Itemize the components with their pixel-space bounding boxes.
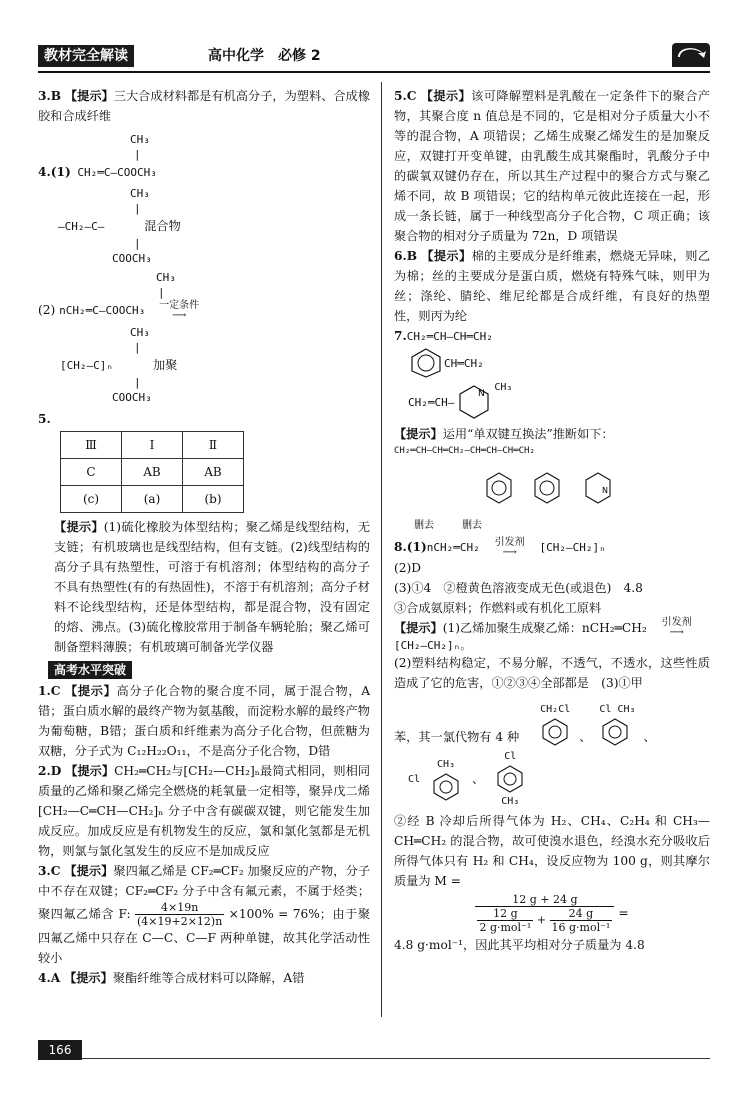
benzene-ring-icon [430, 772, 462, 802]
delete-mark: 删去 [414, 520, 434, 531]
answer-table: Ⅲ Ⅰ Ⅱ C AB AB (c) (a) (b) [60, 431, 244, 513]
left-column [38, 86, 370, 988]
reaction-arrow: 引发剂 ⟶ [661, 617, 692, 638]
mixture-label: 混合物 [144, 219, 181, 233]
answer-r8: 8.(1)nCH₂═CH₂ 引发剂 ⟶ [CH₂—CH₂]ₙ (2)D (3)①4 ②橙黄色溶液变成无色(或退色) 4.8 ③合成氨原料；作燃料或有机化工原料 【提示】(1)乙烯加聚生成聚乙烯：nCH₂═CH₂ 引发剂 ⟶ [CH₂—CH₂]ₙ。 (2)塑料结构稳定，不易分解，不透气，不透水，这些性质造成了它的危害，①②③④全部都是 (3)①甲 苯，其一氯代物有 4 种 CH₂Cl 、 Cl CH₃ 、 Cl CH₃ 、 Cl CH₃ ②经 B 冷却后所得气体为 H₂、CH₄、C₂H₄ 和 CH₃—CH═CH₂ 的混合物，故可使溴水退色，经溴水充分吸收后所得气体只有 H₂ 和 CH₄，设反应物为 100 g，则其摩尔质量为 M = 12 g + 24 g $\frac{12 g}{\text{2 g·mol⁻¹}}$ + $\frac{24 g}{\text{16 g·mol⁻¹}}$ = 4.8 g·mol⁻¹，因此其平均相对分子质量为 4.8 [394, 536, 710, 952]
answer-4-2: CH₃ | (2) nCH₂═C—COOCH₃ 一定条件 ⟶ CH₃ | [CH₂—C]ₙ 加聚 | COOCH₃ [38, 270, 370, 405]
answer-3: 3.B 【提示】三大合成材料都是有机高分子，为塑料、合成橡胶和合成纤维 [38, 89, 371, 123]
fluorine-fraction: $\frac{4\times 19n}{(4\times 19+2\times 12)n}$ [136, 900, 223, 928]
addition-polymer-label: 加聚 [152, 357, 178, 372]
answer-s1: 1.C 【提示】高分子化合物的聚合度不同，属于混合物，A错；蛋白质水解的最终产物为氨基酸，而淀粉水解的最终产物为葡萄糖，B错；蛋白质和纤维素为高分子化合物，但蔗糖为双糖，分子式为 C₁₂H₂₂O₁₁，不是高分子化合物，D错 [38, 683, 371, 758]
polymer-unit: —CH₂—C— [58, 220, 125, 233]
column-divider [381, 82, 382, 1017]
course-title: 高中化学 必修 2 [208, 48, 321, 64]
molar-mass-fraction: 12 g + 24 g $\frac{12 g}{\text{2 g·mol⁻¹}}$ + $\frac{24 g}{\text{16 g·mol⁻¹}}$ = [394, 891, 710, 935]
page-header [38, 43, 710, 73]
benzene-ring-icon [408, 347, 444, 379]
monomer-formula-2: nCH₂═C—COOCH₃ [59, 304, 146, 317]
section-title: 高考水平突破 [48, 661, 132, 679]
book-title-badge: 教材完全解读 [38, 45, 134, 67]
answer-4-1: CH₃ | 4.(1) CH₂═C—COOCH₃ CH₃ | —CH₂—C— 混合物 | COOCH₃ [38, 133, 181, 265]
reaction-arrow: 一定条件 ⟶ [159, 299, 200, 321]
pyridine-ring-icon [580, 469, 620, 509]
answer-s3: 3.C 【提示】聚四氟乙烯是 CF₂═CF₂ 加聚反应的产物，分子中不存在双键；CF₂═CF₂ 分子中含有氟元素，不属于烃类；聚四氟乙烯含 F: $\frac{4\times 19n}{(4\times 19+2\times 12)n}$ ×100% = 76%；由于聚四氟乙烯中只存在 C—C、C—F 两种单键，故其化学活动性较小 [38, 863, 371, 965]
benzene-ring-icon [539, 717, 571, 747]
answer-r6: 6.B 【提示】棉的主要成分是纤维素，燃烧无异味，则乙为棉；丝的主要成分是蛋白质，燃烧有特殊气味，则甲为丝；涤纶、腈纶、维尼纶都是合成纤维，有良好的热塑性，则丙为纶 [394, 249, 711, 323]
answer-r5: 5.C 【提示】该可降解塑料是乳酸在一定条件下的聚合产物，其聚合度 n 值总是不同的，它是相对分子质量大小不等的混合物，A 项错误；乙烯生成聚乙烯发生的是加聚反应，双键打开变单键，由乳酸生成其聚酯时，乳酸分子中的碳氧双键仍存在，所以其生产过程中的聚合方式与聚乙烯不同，故 B 项错误；它的结构单元彼此连接在一起，形成一条长链，属于一种线型高分子化合物，C 项正确；该聚合物的相对分子质量为 72n，D 项错误 [394, 89, 711, 243]
answer-5-hint: 【提示】(1)硫化橡胶为体型结构；聚乙烯是线型结构，无支链；有机玻璃也是线型结构，但有支链。(2)线型结构的高分子具有热塑性，可溶于有机溶剂；体型结构的高分子不具有热塑性(有的有热固性)，不溶于有机溶剂；高分子材料不论线型结构，还是体型结构，都是混合物，没有固定的熔、沸点。(3)硫化橡胶常用于制备车辆轮胎；聚乙烯可制备塑料薄膜；有机玻璃可制备光学仪器 [54, 519, 371, 654]
benzene-ring-icon [599, 717, 631, 747]
pyridine-ring-icon [454, 382, 494, 422]
benzene-ring-icon [532, 469, 562, 509]
butadiene-formula: CH₂═CH—CH═CH₂ [406, 330, 493, 343]
answer-r7: 7.CH₂═CH—CH═CH₂ CH═CH₂ CH₂═CH— N CH₃ 【提示】运用“单双键互换法”推断如下： CH₂═CH—CH═CH₂—CH═CH—CH═CH₂ N 删去 删去 [394, 326, 710, 533]
svg-text:N: N [478, 389, 486, 399]
benzene-ring-icon [494, 764, 526, 794]
split-chain: CH₂═CH—CH═CH₂—CH═CH—CH═CH₂ [394, 446, 535, 456]
delete-mark: 删去 [462, 520, 482, 531]
monomer-formula: CH₂═C—COOCH₃ [70, 166, 157, 179]
svg-text:N: N [602, 486, 608, 495]
answer-5: 5. Ⅲ Ⅰ Ⅱ C AB AB (c) (a) (b) 【提示】(1)硫化橡胶为体型结构；聚乙烯是线型结构，无支链；有机玻璃也是线型结构，但有支链。(2)线型结构的高分子具有热塑性，可溶于有机溶剂；体型结构的高分子不具有热塑性(有的有热固性)，不溶于有机溶剂；高分子材料不论线型结构，还是体型结构，都是混合物，没有固定的熔、沸点。(3)硫化橡胶常用于制备车辆轮胎；聚乙烯可制备塑料薄膜；有机玻璃可制备光学仪器 [38, 409, 370, 657]
benzene-ring-icon [484, 469, 514, 509]
footer-rule [38, 1058, 710, 1059]
reaction-arrow: 引发剂 ⟶ [494, 536, 525, 558]
styrene-side: CH═CH₂ [444, 356, 484, 370]
publisher-logo-icon [672, 43, 710, 67]
right-column [394, 86, 710, 955]
answer-s4: 4.A 【提示】聚酯纤维等合成材料可以降解，A错 [38, 970, 305, 985]
page-number: 166 [38, 1040, 82, 1060]
answer-s2: 2.D 【提示】CH₂═CH₂与[CH₂—CH₂]ₙ最简式相同，则相同质量的乙烯和聚乙烯完全燃烧的耗氧量一定相等，聚异戊二烯 [CH₂—C═CH—CH₂]ₙ 分子中含有碳碳双键，则它能发生加成反应。加成反应是有机物发生的反应，氯和氯化氢都是无机物，则氯与氯化氢发生的反应不是加成反应 [38, 763, 371, 858]
